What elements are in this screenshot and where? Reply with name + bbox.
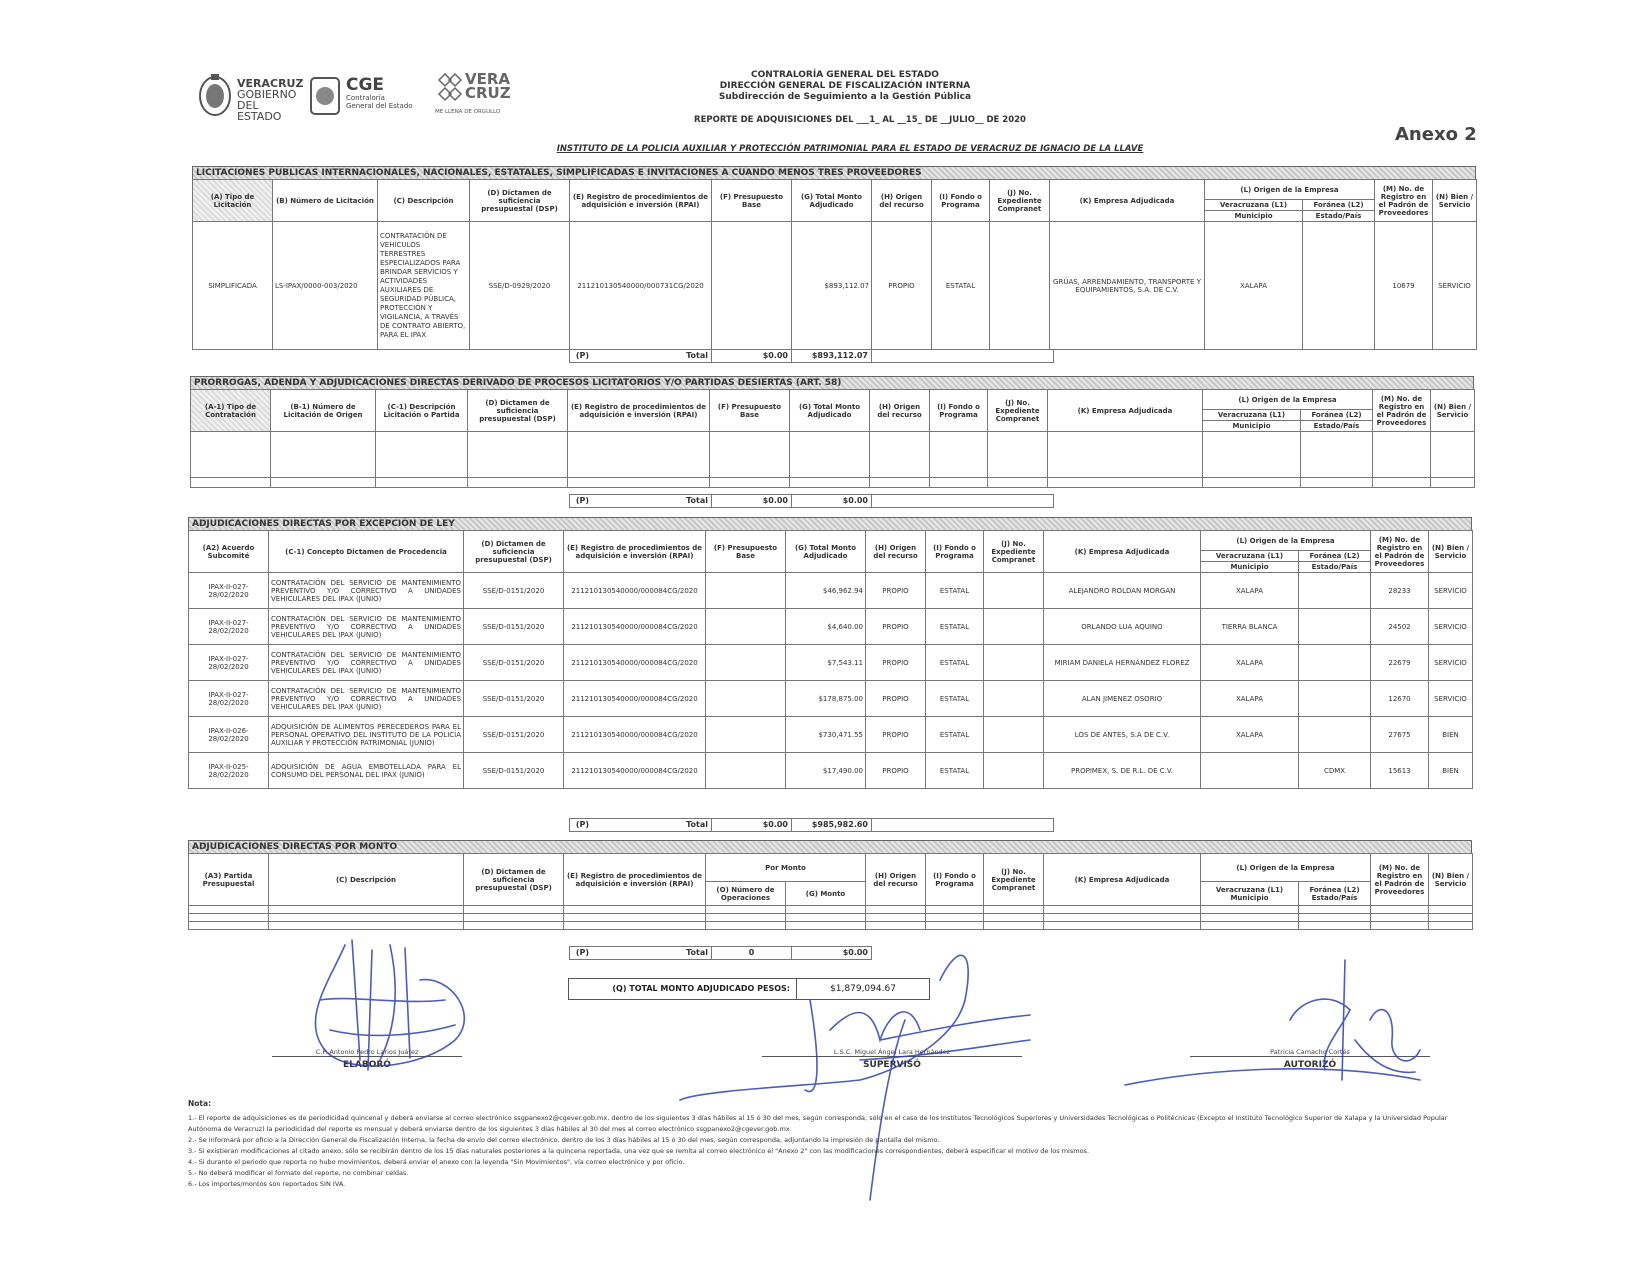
- col-g-header: (G) Total Monto Adjudicado: [790, 390, 870, 432]
- cell-acuerdo: IPAX-II-027-28/02/2020: [189, 681, 269, 717]
- col-municipio-header: Municipio: [1205, 211, 1303, 222]
- col-estado-header: Estado/País: [1301, 421, 1373, 432]
- autoriza-name: Patricia Camacho Cortés: [1270, 1048, 1350, 1056]
- total-monto: $0.00: [842, 948, 868, 957]
- cell-estado: [1299, 573, 1371, 609]
- cell-bien: BIEN: [1429, 717, 1473, 753]
- cell-origen: PROPIO: [866, 645, 926, 681]
- institute-name: INSTITUTO DE LA POLICIA AUXILIAR Y PROTECCIÓN PATRIMONIAL PARA EL ESTADO DE VERACRUZ DE IGNACIO DE LA LLAVE: [556, 144, 1144, 154]
- total-presupuesto: $0.00: [712, 350, 792, 362]
- cell-monto: $7,543.11: [786, 645, 866, 681]
- cell-municipio: [1201, 753, 1299, 789]
- cell-estado: [1299, 717, 1371, 753]
- cell-acuerdo: IPAX-II-027-28/02/2020: [189, 645, 269, 681]
- section-3-table: [188, 530, 1473, 789]
- col-a2-header: (A2) Acuerdo Subcomité: [189, 531, 269, 573]
- table-row: [189, 573, 1473, 609]
- cell-concepto: ADQUISICIÓN DE ALIMENTOS PERECEDEROS PARA EL PERSONAL OPERATIVO DEL INSTITUTO DE LA POLICÍA AUXILIAR Y PROTECCIÓN PATRIMONIAL (JUNIO): [269, 717, 464, 753]
- col-l-header: (L) Origen de la Empresa: [1205, 180, 1375, 200]
- cell-compranet: [984, 573, 1044, 609]
- col-l2-header: Foránea (L2): [1303, 200, 1375, 211]
- elaboro-name: C.P. Antonio Pedro Larios Juárez: [315, 1048, 419, 1056]
- col-l-header: (L) Origen de la Empresa: [1203, 390, 1373, 410]
- cell-origen: PROPIO: [872, 222, 932, 350]
- supervisa-name: L.S.C. Miguel Ángel Lara Hernández: [833, 1048, 951, 1056]
- cell-presupuesto: [706, 573, 786, 609]
- col-d-header: (D) Dictamen de suficiencia presupuestal (DSP): [468, 390, 568, 432]
- col-g-header: (G) Total Monto Adjudicado: [792, 180, 872, 222]
- col-n-header: (N) Bien / Servicio: [1433, 180, 1477, 222]
- cell-rpai: 211210130540000/000084CG/2020: [564, 645, 706, 681]
- cell-fondo: ESTATAL: [926, 573, 984, 609]
- cell-presupuesto: [712, 222, 792, 350]
- table-row: [191, 478, 1475, 488]
- total-p: (P): [575, 948, 589, 957]
- col-n-header: (N) Bien / Servicio: [1429, 531, 1473, 573]
- col-h-header: (H) Origen del recurso: [866, 854, 926, 906]
- cell-presupuesto: [706, 753, 786, 789]
- col-d-header: (D) Dictamen de suficiencia presupuestal (DSP): [464, 854, 564, 906]
- col-por-monto-header: Por Monto: [706, 854, 866, 882]
- total-label: Total: [592, 495, 712, 507]
- col-l-header: (L) Origen de la Empresa: [1201, 531, 1371, 551]
- cell-dsp: SSE/D-0151/2020: [464, 645, 564, 681]
- cell-origen: PROPIO: [866, 573, 926, 609]
- cell-empresa: ALAN JIMENEZ OSORIO: [1044, 681, 1201, 717]
- autoriza-line: [1190, 1056, 1430, 1057]
- cell-empresa: LOS DE ANTES, S.A DE C.V.: [1044, 717, 1201, 753]
- col-e-header: (E) Registro de procedimientos de adquisición e inversión (RPAI): [568, 390, 710, 432]
- table-row: [189, 922, 1473, 930]
- col-b1-header: (B-1) Número de Licitación de Origen: [271, 390, 376, 432]
- cell-monto: $4,640.00: [786, 609, 866, 645]
- col-f-header: (F) Presupuesto Base: [710, 390, 790, 432]
- cell-bien: SERVICIO: [1429, 573, 1473, 609]
- col-k-header: (K) Empresa Adjudicada: [1044, 854, 1201, 906]
- cell-registro: 10679: [1375, 222, 1433, 350]
- cell-acuerdo: IPAX-II-025-28/02/2020: [189, 753, 269, 789]
- veracruz-brand-logo: VERA CRUZ ME LLENA DE ORGULLO: [435, 70, 511, 115]
- cell-presupuesto: [706, 717, 786, 753]
- cell-municipio: XALAPA: [1201, 645, 1299, 681]
- section-3-total: [569, 818, 1054, 832]
- cell-registro: 22679: [1371, 645, 1429, 681]
- cell-estado: [1303, 222, 1375, 350]
- total-label: Total: [592, 819, 712, 831]
- cell-compranet: [984, 753, 1044, 789]
- cell-monto: $46,962.94: [786, 573, 866, 609]
- col-d-header: (D) Dictamen de suficiencia presupuestal (DSP): [470, 180, 570, 222]
- table-row: [191, 432, 1475, 478]
- col-l1-municipio-header: Veracruzana (L1) Municipio: [1201, 882, 1299, 906]
- col-e-header: (E) Registro de procedimientos de adquisición e inversión (RPAI): [564, 531, 706, 573]
- cell-rpai: 211210130540000/000084CG/2020: [564, 717, 706, 753]
- col-municipio-header: Municipio: [1201, 562, 1299, 573]
- pattern-icon: [435, 72, 463, 106]
- cell-estado: [1299, 645, 1371, 681]
- cell-presupuesto: [706, 681, 786, 717]
- cell-dsp: SSE/D-0151/2020: [464, 717, 564, 753]
- cell-registro: 24502: [1371, 609, 1429, 645]
- cell-compranet: [984, 717, 1044, 753]
- col-h-header: (H) Origen del recurso: [866, 531, 926, 573]
- veracruz-government-logo: VERACRUZ GOBIERNO DEL ESTADO: [195, 72, 235, 120]
- cell-compranet: [990, 222, 1050, 350]
- col-g-monto-header: (G) Monto: [786, 882, 866, 906]
- cell-empresa: MIRIAM DANIELA HERNÁNDEZ FLOREZ: [1044, 645, 1201, 681]
- note-3: 3.- Si existieran modificaciones al citado anexo, sólo se recibirán dentro de los 15 días naturales posteriores a la quincena reportada, una vez que se remita al correo electrónico el "Anexo 2" con las modificaciones correspondientes, deberá especificar el motivo de los mismos.: [188, 1147, 1090, 1155]
- cge-seal-icon: [308, 72, 342, 120]
- cell-presupuesto: [706, 609, 786, 645]
- col-j-header: (J) No. Expediente Compranet: [984, 854, 1044, 906]
- col-o-header: (O) Número de Operaciones: [706, 882, 786, 906]
- total-p: (P): [575, 351, 589, 360]
- total-operaciones: 0: [712, 947, 792, 959]
- elaboro-role: ELABORÓ: [343, 1060, 391, 1070]
- cell-rpai: 211210130540000/000084CG/2020: [564, 573, 706, 609]
- cell-concepto: CONTRATACIÓN DEL SERVICIO DE MANTENIMIENTO PREVENTIVO Y/O CORRECTIVO A UNIDADES VEHICULARES DEL IPAX (JUNIO): [269, 645, 464, 681]
- cell-fondo: ESTATAL: [926, 645, 984, 681]
- cell-dsp: SSE/D-0151/2020: [464, 609, 564, 645]
- section-1-title: LICITACIONES PUBLICAS INTERNACIONALES, NACIONALES, ESTATALES, SIMPLIFICADAS E INVITACIONES A CUANDO MENOS TRES PROVEEDORES: [192, 166, 1476, 180]
- table-row: [189, 681, 1473, 717]
- col-m-header: (M) No. de Registro en el Padrón de Proveedores: [1371, 854, 1429, 906]
- cell-origen: PROPIO: [866, 681, 926, 717]
- cell-monto: $17,490.00: [786, 753, 866, 789]
- col-municipio-header: Municipio: [1203, 421, 1301, 432]
- cell-fondo: ESTATAL: [932, 222, 990, 350]
- cell-concepto: CONTRATACIÓN DEL SERVICIO DE MANTENIMIENTO PREVENTIVO Y/O CORRECTIVO A UNIDADES VEHICULARES DEL IPAX (JUNIO): [269, 573, 464, 609]
- cell-empresa: ALEJANDRO ROLDAN MORGAN: [1044, 573, 1201, 609]
- section-2-total: [569, 494, 1054, 508]
- col-l2-estado-header: Foránea (L2) Estado/País: [1299, 882, 1371, 906]
- cell-bien: BIEN: [1429, 753, 1473, 789]
- total-monto: $985,982.60: [792, 819, 872, 831]
- col-estado-header: Estado/País: [1303, 211, 1375, 222]
- total-p: (P): [575, 820, 589, 829]
- col-f-header: (F) Presupuesto Base: [706, 531, 786, 573]
- col-i-header: (I) Fondo o Programa: [932, 180, 990, 222]
- cell-origen: PROPIO: [866, 753, 926, 789]
- total-blank: [872, 495, 1053, 507]
- col-k-header: (K) Empresa Adjudicada: [1044, 531, 1201, 573]
- col-k-header: (K) Empresa Adjudicada: [1050, 180, 1205, 222]
- col-a1-header: (A-1) Tipo de Contratación: [191, 390, 271, 432]
- cell-registro: 27675: [1371, 717, 1429, 753]
- col-g-header: (G) Total Monto Adjudicado: [786, 531, 866, 573]
- cell-descripcion: CONTRATACIÓN DE VEHÍCULOS TERRESTRES ESPECIALIZADOS PARA BRINDAR SERVICIOS Y ACTIVIDADES AUXILIARES DE SEGURIDAD PÚBLICA, PROTECCIÓN Y VIGILANCIA, A TRAVÉS DE CONTRATO ABIERTO, PARA EL IPAX: [378, 222, 470, 350]
- cell-empresa: ORLANDO LUA AQUINO: [1044, 609, 1201, 645]
- header-line-3: Subdirección de Seguimiento a la Gestión Pública: [718, 92, 972, 102]
- header-line-1: CONTRALORÍA GENERAL DEL ESTADO: [751, 70, 939, 80]
- cell-compranet: [984, 609, 1044, 645]
- cell-municipio: TIERRA BLANCA: [1201, 609, 1299, 645]
- note-6: 6.- Los importes/montos son reportados SIN IVA.: [188, 1180, 346, 1188]
- cell-dsp: SSE/D-0151/2020: [464, 753, 564, 789]
- cell-registro: 12670: [1371, 681, 1429, 717]
- cell-municipio: XALAPA: [1201, 573, 1299, 609]
- col-i-header: (I) Fondo o Programa: [930, 390, 988, 432]
- col-m-header: (M) No. de Registro en el Padrón de Proveedores: [1373, 390, 1431, 432]
- cell-municipio: XALAPA: [1205, 222, 1303, 350]
- section-4-total: [569, 946, 872, 960]
- cell-acuerdo: IPAX-II-026-28/02/2020: [189, 717, 269, 753]
- total-presupuesto: $0.00: [712, 819, 792, 831]
- supervisa-role: SUPERVISÓ: [863, 1060, 921, 1070]
- section-1-table: [192, 179, 1477, 350]
- total-blank: [872, 350, 1053, 362]
- anexo-title: Anexo 2: [1395, 124, 1477, 145]
- header-line-2: DIRECCIÓN GENERAL DE FISCALIZACIÓN INTERNA: [719, 81, 971, 91]
- col-n-header: (N) Bien / Servicio: [1429, 854, 1473, 906]
- cell-municipio: XALAPA: [1201, 681, 1299, 717]
- cell-fondo: ESTATAL: [926, 681, 984, 717]
- col-f-header: (F) Presupuesto Base: [712, 180, 792, 222]
- cge-logo: CGE Contraloría General del Estado: [308, 72, 342, 120]
- cell-bien: SERVICIO: [1429, 645, 1473, 681]
- col-c1-header: (C-1) Concepto Dictamen de Procedencia: [269, 531, 464, 573]
- header-titles: [600, 70, 1090, 103]
- section-2-title: PRORROGAS, ADENDA Y ADJUDICACIONES DIRECTAS DERIVADO DE PROCESOS LICITATORIOS Y/O PARTIDAS DESIERTAS (ART. 58): [190, 376, 1474, 390]
- coat-of-arms-icon: [195, 72, 235, 120]
- table-row: [189, 645, 1473, 681]
- cell-concepto: CONTRATACIÓN DEL SERVICIO DE MANTENIMIENTO PREVENTIVO Y/O CORRECTIVO A UNIDADES VEHICULARES DEL IPAX (JUNIO): [269, 609, 464, 645]
- grand-total: [568, 978, 930, 1000]
- cell-municipio: XALAPA: [1201, 717, 1299, 753]
- total-label: Total: [592, 947, 712, 959]
- section-3-title: ADJUDICACIONES DIRECTAS POR EXCEPCIÓN DE LEY: [188, 517, 1472, 531]
- col-h-header: (H) Origen del recurso: [870, 390, 930, 432]
- table-row: [189, 914, 1473, 922]
- cell-monto: $893,112.07: [792, 222, 872, 350]
- cell-fondo: ESTATAL: [926, 753, 984, 789]
- cell-concepto: ADQUISICIÓN DE AGUA EMBOTELLADA PARA EL CONSUMO DEL PERSONAL DEL IPAX (JUNIO): [269, 753, 464, 789]
- note-2: 2.- Se informará por oficio a la Dirección General de Fiscalización Interna, la fecha de envío del correo electrónico, dentro de los 3 días hábiles al 15 ó 30 del mes, según corresponda, adjuntando la impresión de pantalla del mismo.: [188, 1136, 940, 1144]
- cell-rpai: 211210130540000/000084CG/2020: [564, 753, 706, 789]
- cell-compranet: [984, 681, 1044, 717]
- note-5: 5.- No deberá modificar el formato del reporte, no combinar celdas.: [188, 1169, 409, 1177]
- cell-bien: SERVICIO: [1429, 609, 1473, 645]
- col-n-header: (N) Bien / Servicio: [1431, 390, 1475, 432]
- col-k-header: (K) Empresa Adjudicada: [1048, 390, 1203, 432]
- col-m-header: (M) No. de Registro en el Padrón de Proveedores: [1375, 180, 1433, 222]
- section-4-title: ADJUDICACIONES DIRECTAS POR MONTO: [188, 840, 1472, 854]
- col-l-header: (L) Origen de la Empresa: [1201, 854, 1371, 882]
- cell-monto: $178,875.00: [786, 681, 866, 717]
- cell-estado: CDMX: [1299, 753, 1371, 789]
- total-presupuesto: $0.00: [712, 495, 792, 507]
- col-e-header: (E) Registro de procedimientos de adquisición e inversión (RPAI): [564, 854, 706, 906]
- section-1-total: [569, 349, 1054, 363]
- cell-bien: SERVICIO: [1433, 222, 1477, 350]
- total-monto: $0.00: [792, 495, 872, 507]
- col-j-header: (J) No. Expediente Compranet: [988, 390, 1048, 432]
- elaboro-line: [272, 1056, 462, 1057]
- cell-empresa: PROPIMEX, S. DE R.L. DE C.V.: [1044, 753, 1201, 789]
- cell-origen: PROPIO: [866, 609, 926, 645]
- section-4-table: [188, 853, 1473, 930]
- col-l1-header: Veracruzana (L1): [1205, 200, 1303, 211]
- cell-numero: LS-IPAX/0000-003/2020: [273, 222, 378, 350]
- col-l2-header: Foránea (L2): [1301, 410, 1373, 421]
- cell-concepto: CONTRATACIÓN DEL SERVICIO DE MANTENIMIENTO PREVENTIVO Y/O CORRECTIVO A UNIDADES VEHICULARES DEL IPAX (JUNIO): [269, 681, 464, 717]
- section-2-table: [190, 389, 1475, 488]
- col-i-header: (I) Fondo o Programa: [926, 531, 984, 573]
- total-label: Total: [592, 350, 712, 362]
- cell-origen: PROPIO: [866, 717, 926, 753]
- cell-tipo: SIMPLIFICADA: [193, 222, 273, 350]
- cell-rpai: 211210130540000/000084CG/2020: [564, 609, 706, 645]
- cell-monto: $730,471.55: [786, 717, 866, 753]
- col-i-header: (I) Fondo o Programa: [926, 854, 984, 906]
- col-j-header: (J) No. Expediente Compranet: [984, 531, 1044, 573]
- cell-fondo: ESTATAL: [926, 717, 984, 753]
- col-c1-header: (C-1) Descripción Licitación o Partida: [376, 390, 468, 432]
- grand-total-value: $1,879,094.67: [830, 984, 896, 994]
- table-row: [189, 753, 1473, 789]
- cell-compranet: [984, 645, 1044, 681]
- supervisa-line: [762, 1056, 1022, 1057]
- cell-acuerdo: IPAX-II-027-28/02/2020: [189, 609, 269, 645]
- col-j-header: (J) No. Expediente Compranet: [990, 180, 1050, 222]
- col-c-header: (C) Descripción: [378, 180, 470, 222]
- col-a-header: (A) Tipo de Licitación: [193, 180, 273, 222]
- total-p: (P): [575, 496, 589, 505]
- table-row: [189, 717, 1473, 753]
- cell-bien: SERVICIO: [1429, 681, 1473, 717]
- col-c-header: (C) Descripción: [269, 854, 464, 906]
- cell-dsp: SSE/D-0151/2020: [464, 681, 564, 717]
- col-l1-header: Veracruzana (L1): [1203, 410, 1301, 421]
- table-row: [193, 222, 1477, 350]
- notes-block: [188, 1098, 1468, 1190]
- col-l2-header: Foránea (L2): [1299, 551, 1371, 562]
- table-row: [189, 906, 1473, 914]
- cell-presupuesto: [706, 645, 786, 681]
- cell-dsp: SSE/D-0151/2020: [464, 573, 564, 609]
- total-monto: $893,112.07: [792, 350, 872, 362]
- note-4: 4.- Si durante el periodo que reporta no hubo movimientos, deberá enviar el anexo con la leyenda "Sin Movimientos", vía correo electrónico y por oficio.: [188, 1158, 685, 1166]
- cell-registro: 15613: [1371, 753, 1429, 789]
- col-b-header: (B) Número de Licitación: [273, 180, 378, 222]
- col-l1-header: Veracruzana (L1): [1201, 551, 1299, 562]
- col-h-header: (H) Origen del recurso: [872, 180, 932, 222]
- cell-rpai: 211210130540000/000084CG/2020: [564, 681, 706, 717]
- cell-rpai: 211210130540000/000731CG/2020: [570, 222, 712, 350]
- note-1: 1.- El reporte de adquisiciones es de periodicidad quincenal y deberá enviarse al correo electrónico ssgpanexo2@cgever.gob.mx, dentro de los siguientes 3 días hábiles al 15 ó 30 del mes, según corresponda; sólo en el caso de los Institutos Tecnológicos Superiores y Universidades Tecnológicas o Politécnicas (Excepto el Instituto Tecnológico Superior de Xalapa y la Universidad Popular Autónoma de Veracruz) la periodicidad del reporte es mensual y deberá enviarse dentro de los siguientes 3 días hábiles al 30 del mes al correo electrónico ssgpanexo2@cgever.gob.mx: [188, 1114, 1448, 1133]
- cell-estado: [1299, 681, 1371, 717]
- cell-empresa: GRÚAS, ARRENDAMIENTO, TRANSPORTE Y EQUIPAMIENTOS, S.A. DE C.V.: [1050, 222, 1205, 350]
- col-a3-header: (A3) Partida Presupuestal: [189, 854, 269, 906]
- report-period: REPORTE DE ADQUISICIONES DEL ___1_ AL __15_ DE __JULIO__ DE 2020: [694, 115, 1026, 125]
- cell-estado: [1299, 609, 1371, 645]
- col-e-header: (E) Registro de procedimientos de adquisición e inversión (RPAI): [570, 180, 712, 222]
- cell-acuerdo: IPAX-II-027-28/02/2020: [189, 573, 269, 609]
- cell-registro: 28233: [1371, 573, 1429, 609]
- col-d-header: (D) Dictamen de suficiencia presupuestal (DSP): [464, 531, 564, 573]
- col-m-header: (M) No. de Registro en el Padrón de Proveedores: [1371, 531, 1429, 573]
- autoriza-role: AUTORIZÓ: [1283, 1060, 1337, 1070]
- col-estado-header: Estado/País: [1299, 562, 1371, 573]
- cell-dsp: SSE/D-0929/2020: [470, 222, 570, 350]
- cell-fondo: ESTATAL: [926, 609, 984, 645]
- total-blank: [872, 819, 1053, 831]
- notes-title: Nota:: [188, 1099, 212, 1108]
- grand-total-label: (Q) TOTAL MONTO ADJUDICADO PESOS:: [569, 979, 797, 999]
- table-row: [189, 609, 1473, 645]
